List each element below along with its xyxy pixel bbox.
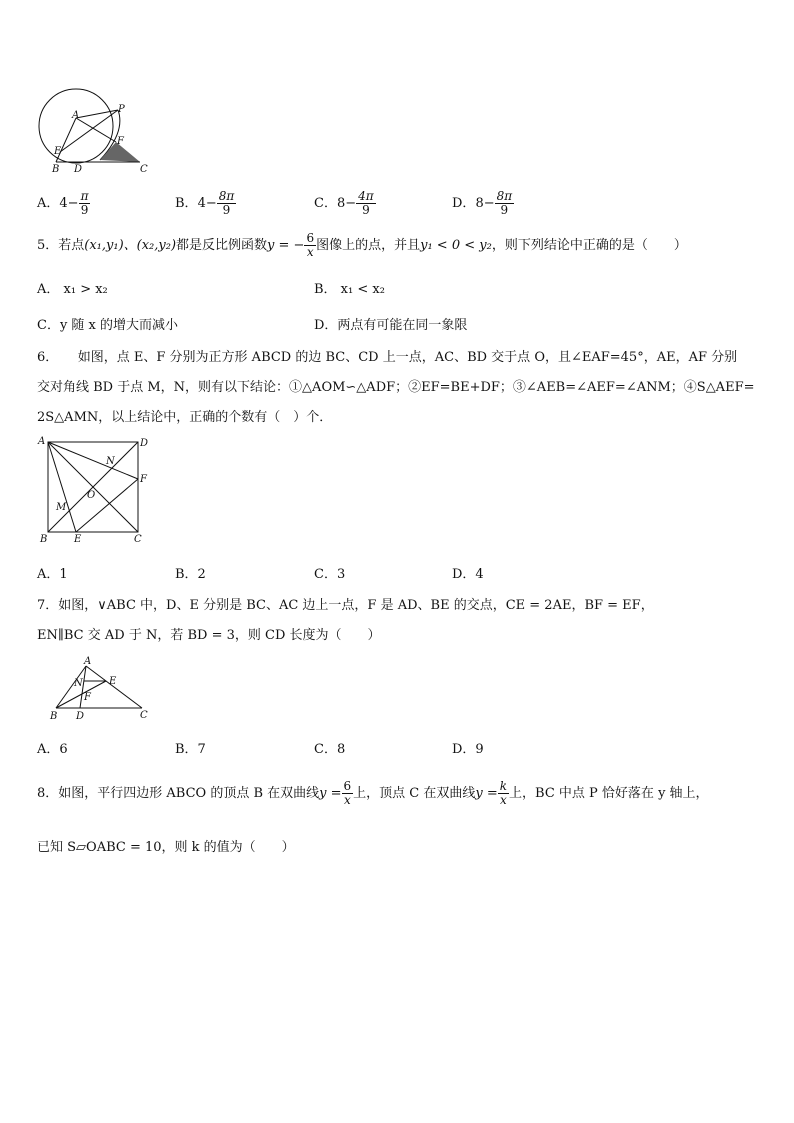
q5-p3: 图像上的点，并且 (316, 238, 421, 253)
q7-option-b[interactable]: B．7 (175, 742, 206, 757)
q4-label-e: E (54, 146, 62, 157)
q4-b-num: 8π (218, 189, 235, 203)
q4-a-letter: A． (37, 196, 60, 211)
q4-option-d[interactable] (452, 190, 514, 217)
q8-stem-line1 (37, 780, 709, 807)
q5-option-d[interactable]: D．两点有可能在同一象限 (314, 318, 468, 333)
q5-fn-lead: y = − (267, 238, 305, 253)
q8-p1: 8．如图，平行四边形 ABCO 的顶点 B 在双曲线 (37, 786, 320, 801)
q8-f2-lead: y = (475, 786, 498, 801)
q4-c-lead: 8− (336, 196, 357, 211)
q4-b-lead: 4− (197, 196, 217, 211)
q6-figure (36, 434, 154, 546)
q8-f1-lead: y = (319, 786, 342, 801)
q8-f1-den: x (343, 793, 351, 807)
q4-circle (39, 89, 113, 163)
q7-option-d[interactable]: D．9 (452, 742, 484, 757)
q6-stem-line2: 交对角线 BD 于点 M，N，则有以下结论：①△AOM∽△ADF；②EF=BE+DF；③∠AEB=∠AEF=∠ANM；④S△AEF= (37, 380, 755, 395)
q5-p4: ，则下列结论中正确的是（ ） (491, 238, 687, 253)
q6-label-o: O (87, 490, 96, 501)
q7-label-e: E (109, 676, 117, 687)
q7-stem-line2: EN∥BC 交 AD 于 N，若 BD = 3，则 CD 长度为（ ） (37, 628, 381, 643)
q4-d-lead: 8− (475, 196, 495, 211)
q8-f2-num: k (499, 779, 508, 793)
q7-label-c: C (140, 710, 148, 721)
q4-option-b[interactable] (175, 190, 236, 217)
q8-f1-fraction (342, 780, 354, 807)
q6-option-c[interactable]: C．3 (314, 567, 346, 582)
q5-stem (37, 232, 687, 259)
q5-fn-fraction (304, 232, 316, 259)
q4-c-letter: C． (314, 196, 337, 211)
q4-d-fraction (495, 190, 515, 217)
q6-option-b[interactable]: B．2 (175, 567, 206, 582)
q7-option-c[interactable]: C．8 (314, 742, 346, 757)
q8-p2: 上，顶点 C 在双曲线 (353, 786, 476, 801)
q7-label-b: B (50, 711, 58, 722)
q6-label-m: M (56, 502, 67, 513)
q5-points: (x₁,y₁)、(x₂,y₂) (84, 238, 177, 253)
q7-stem-line1: 7．如图，∨ABC 中，D、E 分别是 BC、AC 边上一点，F 是 AD、BE 的交点，CE = 2AE，BF = EF， (37, 598, 654, 613)
q4-label-p: P (118, 104, 125, 115)
q4-c-num: 4π (358, 189, 374, 203)
q8-stem-line2: 已知 S▱OABC = 10，则 k 的值为（ ） (37, 840, 295, 855)
q8-f1-num: 6 (343, 779, 352, 793)
q4-label-c: C (140, 164, 148, 175)
q4-a-num: π (80, 189, 89, 203)
q4-a-den: 9 (80, 203, 89, 217)
q6-label-b: B (40, 534, 48, 545)
q4-label-f: F (117, 136, 124, 147)
q4-d-num: 8π (496, 189, 513, 203)
q5-option-a[interactable]: A． x₁ > x₂ (37, 282, 108, 297)
q5-fn-den: x (306, 245, 314, 259)
q4-d-letter: D． (452, 196, 476, 211)
q6-seg-af (48, 442, 138, 479)
q4-figure (30, 82, 160, 178)
q7-figure (44, 656, 156, 722)
q6-label-f: F (140, 474, 147, 485)
q4-b-den: 9 (222, 203, 231, 217)
q5-condition: y₁ < 0 < y₂ (420, 238, 492, 253)
q4-a-fraction (79, 190, 91, 217)
q4-option-c[interactable] (314, 190, 376, 217)
q4-seg-ep (60, 110, 118, 152)
q6-label-a: A (38, 436, 46, 447)
q8-f2-den: x (500, 793, 507, 807)
q6-stem-line1: 6． 如图，点 E、F 分别为正方形 ABCD 的边 BC、CD 上一点，AC、BD 交于点 O，且∠EAF=45°，AE，AF 分别 (37, 350, 738, 365)
q6-stem-line3: 2S△AMN，以上结论中，正确的个数有（ ）个． (37, 410, 333, 425)
q8-p3: 上，BC 中点 P 恰好落在 y 轴上， (509, 786, 709, 801)
q5-p2: 都是反比例函数 (176, 238, 268, 253)
q5-p1: 5．若点 (37, 238, 85, 253)
q7-option-a[interactable]: A．6 (37, 742, 68, 757)
q4-option-a[interactable] (37, 190, 90, 217)
q6-label-n: N (106, 456, 115, 467)
q5-option-b[interactable]: B． x₁ < x₂ (314, 282, 385, 297)
q4-b-letter: B． (175, 196, 198, 211)
q7-label-a: A (84, 656, 92, 667)
q4-label-d: D (74, 164, 83, 175)
q4-label-a: A (72, 110, 80, 121)
q7-label-f: F (84, 692, 91, 703)
q5-fn-num: 6 (306, 231, 315, 245)
q5-option-c[interactable]: C．y 随 x 的增大而减小 (37, 318, 179, 333)
q6-label-c: C (134, 534, 142, 545)
q4-label-b: B (52, 164, 60, 175)
q7-label-d: D (76, 711, 85, 722)
q4-c-fraction (356, 190, 376, 217)
q4-seg-af (76, 118, 116, 142)
q6-option-d[interactable]: D．4 (452, 567, 484, 582)
q4-a-lead: 4− (59, 196, 79, 211)
q6-label-e: E (74, 534, 82, 545)
q4-b-fraction (217, 190, 237, 217)
q7-label-n: N (74, 678, 83, 689)
q6-option-a[interactable]: A．1 (37, 567, 68, 582)
q6-seg-ef (76, 479, 138, 532)
q4-d-den: 9 (500, 203, 509, 217)
q4-c-den: 9 (362, 203, 370, 217)
q6-label-d: D (140, 438, 149, 449)
q8-f2-fraction (498, 780, 509, 807)
